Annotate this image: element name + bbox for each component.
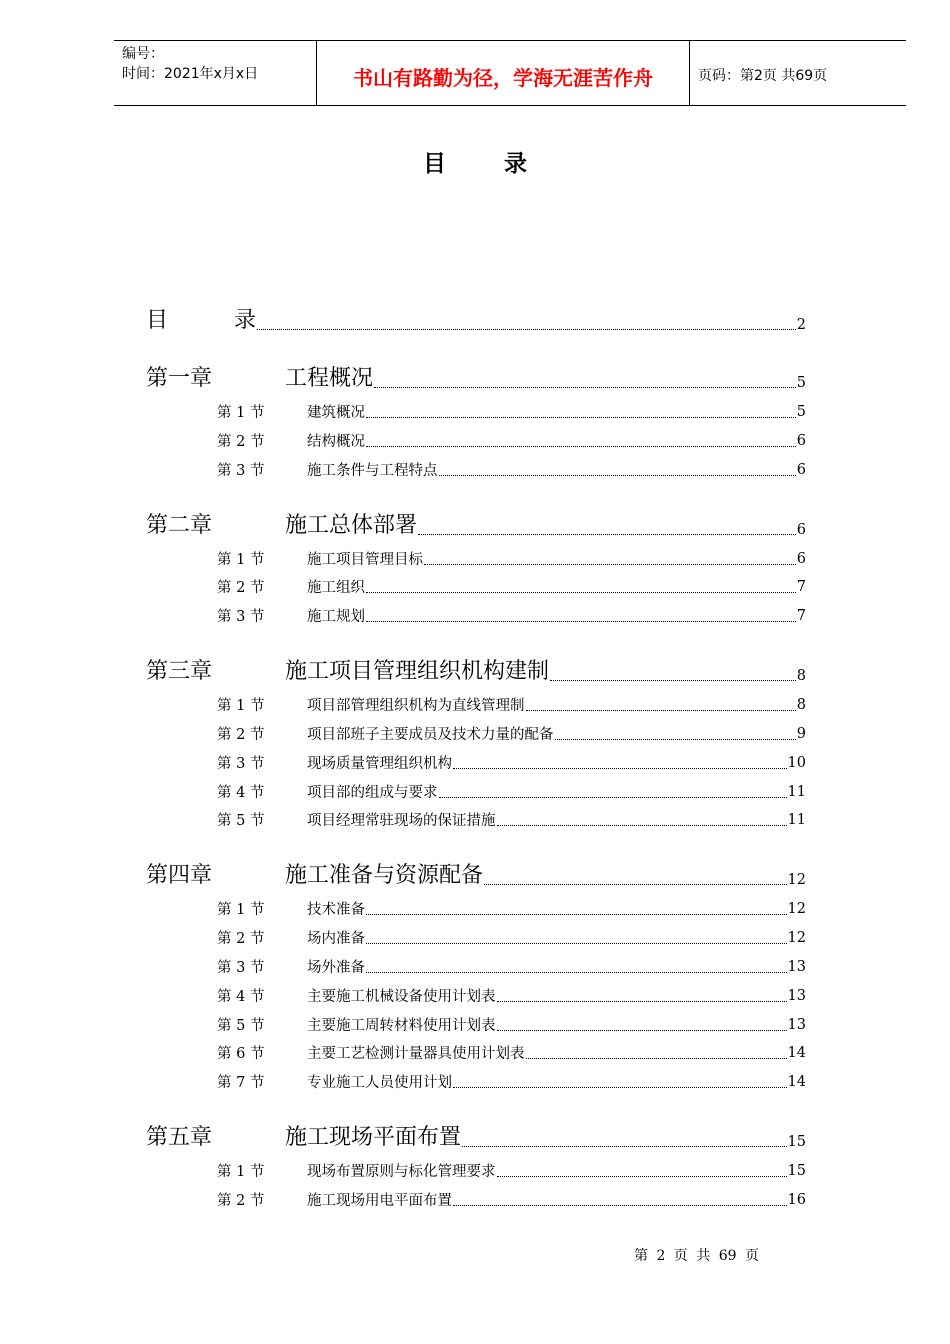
toc-title: 场外准备 (307, 960, 365, 976)
toc-leader-dots (257, 329, 796, 330)
toc-leader-dots (366, 446, 796, 447)
toc-title: 现场布置原则与标化管理要求 (307, 1164, 496, 1181)
toc-chapter-row (146, 300, 806, 334)
page-title: 目录 (423, 151, 585, 177)
toc-page-number: 13 (787, 987, 806, 1004)
toc-leader-dots (555, 739, 796, 740)
toc-number: 第 7 节 (217, 1075, 265, 1092)
toc-page-number: 5 (796, 375, 806, 391)
toc-leader-dots (484, 884, 787, 885)
toc-page-number: 5 (796, 404, 806, 420)
serial-label: 编号： (122, 46, 164, 62)
toc-title: 建筑概况 (307, 405, 365, 421)
toc-page-number: 10 (787, 754, 806, 771)
toc-number: 第 1 节 (217, 551, 265, 568)
toc-section-row (146, 400, 806, 422)
toc-number: 第 6 节 (217, 1046, 265, 1063)
toc-page-number: 12 (787, 901, 806, 918)
toc-page-number: 13 (787, 959, 806, 975)
toc-number: 第 3 节 (217, 755, 265, 772)
header-motto: 书山有路勤为径，学海无涯苦作舟 (316, 41, 690, 105)
toc-page-number: 12 (787, 930, 806, 947)
toc-section-row (146, 926, 806, 948)
toc-number: 第 3 节 (217, 960, 265, 976)
toc-leader-dots (497, 1030, 787, 1031)
toc-title: 项目部班子主要成员及技术力量的配备 (307, 727, 554, 743)
toc-page-number: 6 (796, 521, 806, 538)
toc-section-row (146, 1041, 806, 1063)
toc-number: 第 3 节 (217, 609, 265, 626)
toc-leader-dots (366, 417, 796, 418)
header-page-info: 页码：第2页 共69页 (698, 68, 828, 84)
toc-title: 项目部管理组织机构为直线管理制 (307, 698, 525, 715)
toc-page-number: 15 (787, 1134, 806, 1151)
toc-leader-dots (526, 1058, 787, 1059)
toc-page-number: 9 (796, 726, 806, 742)
toc-leader-dots (453, 768, 787, 769)
toc-leader-dots (550, 680, 796, 681)
toc-section-row (146, 808, 806, 830)
toc-section-row (146, 897, 806, 919)
toc-page-number: 14 (787, 1074, 806, 1091)
toc-leader-dots (439, 797, 787, 798)
toc-leader-dots (453, 1205, 787, 1206)
toc-number: 第 1 节 (217, 405, 265, 421)
toc-section-row (146, 1188, 806, 1210)
toc-title: 施工总体部署 (285, 512, 418, 538)
toc-chapter-row (146, 1117, 806, 1151)
toc-section-row (146, 693, 806, 715)
toc-leader-dots (497, 1176, 787, 1177)
toc-section-row (146, 575, 806, 597)
toc-title: 录 (234, 308, 257, 333)
toc-leader-dots (462, 1146, 787, 1147)
toc-number: 第 2 节 (217, 433, 265, 450)
toc-page-number: 13 (787, 1016, 806, 1033)
toc-number: 第 2 节 (217, 931, 265, 948)
toc-title: 项目部的组成与要求 (307, 784, 438, 801)
toc-leader-dots (424, 564, 796, 565)
toc-section-row (146, 751, 806, 773)
toc-page-number: 12 (787, 872, 806, 889)
toc-leader-dots (366, 972, 787, 973)
toc-number: 第一章 (146, 366, 213, 391)
toc-section-row (146, 780, 806, 802)
toc-number: 第 2 节 (217, 727, 265, 743)
toc-page-number: 16 (787, 1192, 806, 1208)
toc-number: 第 2 节 (217, 1193, 265, 1209)
toc-leader-dots (366, 621, 796, 622)
toc-number: 第 4 节 (217, 784, 265, 801)
toc-title: 施工现场用电平面布置 (307, 1193, 452, 1209)
toc-section-row (146, 429, 806, 451)
toc-leader-dots (374, 387, 796, 388)
header-meta (114, 41, 316, 105)
toc-page-number: 7 (796, 608, 806, 625)
toc-leader-dots (418, 534, 796, 535)
page-header (114, 40, 906, 106)
toc-leader-dots (497, 825, 787, 826)
toc-title: 主要施工机械设备使用计划表 (307, 988, 496, 1005)
toc-number: 第三章 (146, 659, 213, 685)
toc-number: 目 (146, 308, 169, 333)
toc-page-number: 14 (787, 1045, 806, 1062)
toc-leader-dots (453, 1087, 787, 1088)
toc-number: 第 5 节 (217, 813, 265, 830)
toc-page-number: 11 (787, 812, 806, 829)
toc-section-row (146, 955, 806, 977)
toc-number: 第 5 节 (217, 1017, 265, 1034)
toc-page-number: 6 (796, 461, 806, 478)
page-footer: 第 2 页 共 69 页 (634, 1248, 759, 1264)
toc-section-row (146, 984, 806, 1006)
toc-page-number: 11 (787, 783, 806, 800)
toc-number: 第五章 (146, 1125, 213, 1151)
toc-number: 第 3 节 (217, 462, 265, 479)
toc-leader-dots (439, 475, 796, 476)
toc-title: 结构概况 (307, 433, 365, 450)
toc-title: 施工准备与资源配备 (285, 863, 484, 889)
toc-title: 施工条件与工程特点 (307, 462, 438, 479)
toc-section-row (146, 1013, 806, 1035)
toc-title: 现场质量管理组织机构 (307, 755, 452, 772)
toc-section-row (146, 458, 806, 480)
date-label: 时间：2021年x月x日 (122, 66, 259, 82)
toc-chapter-row (146, 855, 806, 889)
toc-title: 施工项目管理目标 (307, 551, 423, 568)
toc-title: 技术准备 (307, 902, 365, 919)
toc-title: 专业施工人员使用计划 (307, 1075, 452, 1092)
toc-section-row (146, 1159, 806, 1181)
toc-title: 工程概况 (285, 366, 374, 391)
toc-number: 第四章 (146, 863, 213, 889)
toc-number: 第 1 节 (217, 902, 265, 919)
toc-title: 施工组织 (307, 580, 365, 597)
toc-title: 施工规划 (307, 609, 365, 626)
toc-section-row (146, 1070, 806, 1092)
toc-page-number: 8 (796, 668, 806, 685)
toc-section-row (146, 722, 806, 744)
toc-leader-dots (526, 710, 796, 711)
toc-leader-dots (366, 914, 787, 915)
toc-page-number: 8 (796, 697, 806, 714)
toc-title: 项目经理常驻现场的保证措施 (307, 813, 496, 830)
toc-number: 第 2 节 (217, 580, 265, 597)
toc-page-number: 15 (787, 1163, 806, 1180)
toc-leader-dots (366, 943, 787, 944)
toc-section-row (146, 604, 806, 626)
toc-page-number: 2 (796, 317, 806, 333)
toc-leader-dots (497, 1001, 787, 1002)
toc-title: 场内准备 (307, 931, 365, 948)
toc-chapter-row (146, 358, 806, 392)
toc-page-number: 6 (796, 432, 806, 449)
toc-title: 主要工艺检测计量器具使用计划表 (307, 1046, 525, 1063)
toc-section-row (146, 547, 806, 569)
toc-page-number: 7 (796, 579, 806, 596)
toc-page-number: 6 (796, 550, 806, 567)
toc-number: 第 1 节 (217, 698, 265, 715)
toc-number: 第 1 节 (217, 1164, 265, 1181)
toc-title: 施工项目管理组织机构建制 (285, 659, 550, 685)
toc-leader-dots (366, 592, 796, 593)
toc-title: 施工现场平面布置 (285, 1125, 462, 1151)
toc-number: 第二章 (146, 512, 213, 538)
toc-chapter-row (146, 505, 806, 539)
toc-chapter-row (146, 651, 806, 685)
toc-title: 主要施工周转材料使用计划表 (307, 1017, 496, 1034)
toc-number: 第 4 节 (217, 988, 265, 1005)
